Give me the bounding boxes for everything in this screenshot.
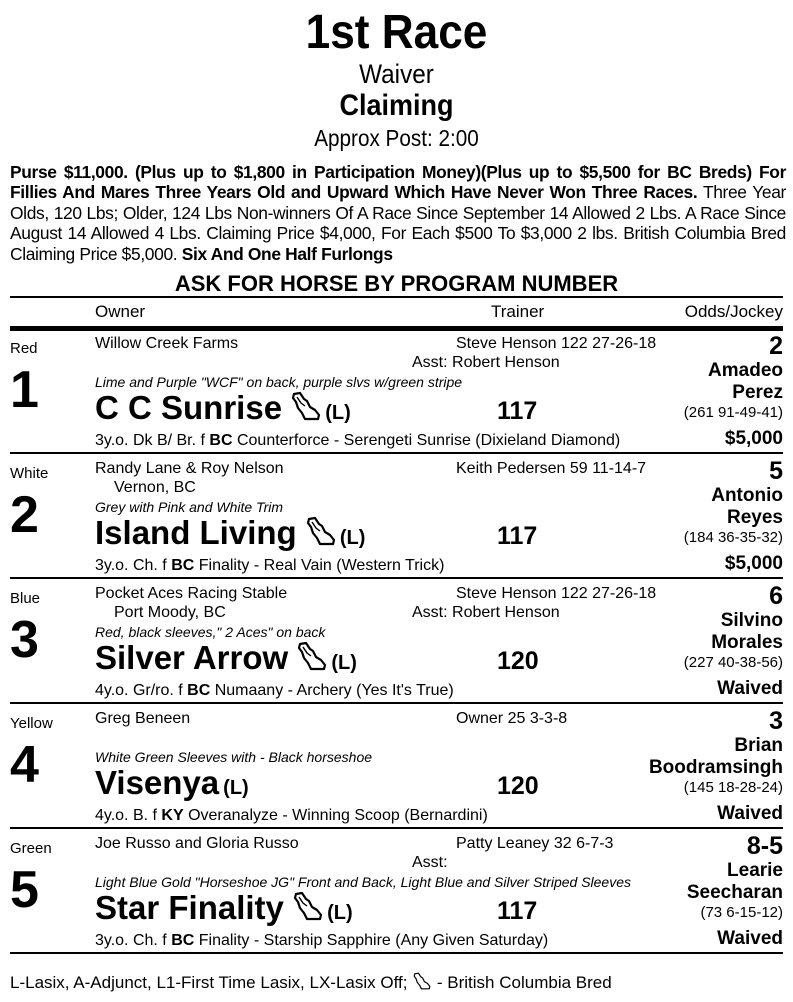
breeding-line xyxy=(95,431,620,450)
race-entry xyxy=(10,580,783,704)
jockey-last-name: Reyes xyxy=(727,507,783,528)
bc-bred-icon xyxy=(291,390,321,420)
trainer-info: Steve Henson 122 27-26-18 xyxy=(456,585,657,602)
breed-state: BC xyxy=(209,432,233,449)
age-sex: 3y.o. Ch. f xyxy=(95,557,172,574)
breed-state: BC xyxy=(187,682,211,699)
ask-banner: ASK FOR HORSE BY PROGRAM NUMBER xyxy=(174,271,619,296)
claiming-price: Waived xyxy=(717,803,783,824)
age-sex: 4y.o. Gr/ro. f xyxy=(95,682,188,699)
race-entry xyxy=(10,830,783,954)
race-subtype: Waiver xyxy=(359,59,434,89)
race-entry xyxy=(10,330,783,454)
race-title: 1st Race xyxy=(305,6,488,59)
pedigree: Finality - Starship Sapphire (Any Given Saturday) xyxy=(194,932,549,949)
horse-name-line xyxy=(95,763,249,808)
saddle-cloth-color: Green xyxy=(10,840,52,857)
claiming-price: Waived xyxy=(717,678,783,699)
horse-name: Visenya xyxy=(95,764,220,801)
jockey-first-name: Brian xyxy=(734,735,783,756)
age-sex: 3y.o. Ch. f xyxy=(95,932,172,949)
jockey-stats: (73 6-15-12) xyxy=(700,904,783,921)
divider xyxy=(10,296,783,298)
bc-bred-icon xyxy=(306,515,336,545)
medication-code: (L) xyxy=(339,527,366,549)
breeding-line xyxy=(95,556,444,575)
horse-name: C C Sunrise xyxy=(95,389,283,426)
owner-name: Joe Russo and Gloria Russo xyxy=(95,835,299,852)
odds-jockey xyxy=(613,707,783,797)
jockey-last-name: Boodramsingh xyxy=(648,757,783,778)
horse-name-line xyxy=(95,388,351,433)
morning-line-odds: 3 xyxy=(769,707,783,735)
race-type: Claiming xyxy=(339,89,454,122)
program-number: 4 xyxy=(10,736,39,794)
jockey-first-name: Antonio xyxy=(711,485,783,506)
entry-divider xyxy=(10,827,783,829)
legend-text: L-Lasix, A-Adjunct, L1-First Time Lasix, LX-Lasix Off; xyxy=(10,973,413,992)
jockey-first-name: Learie xyxy=(727,860,783,881)
weight: 120 xyxy=(497,647,539,675)
horse-name: Silver Arrow xyxy=(95,639,289,676)
jockey-last-name: Morales xyxy=(711,632,783,653)
breeding-line xyxy=(95,931,548,950)
breed-state: KY xyxy=(161,807,184,824)
conditions-text: Three Year Olds, 120 Lbs; Older, 124 Lbs Non-winners Of A Race Since September 14 Allowed 2 Lbs. A Race Since August 14 Allowed 4 Lbs. Claiming Price $4,000, For Each $500 To $3,000 2 lbs. British Columbia Bred Claiming Price $5,000. xyxy=(10,182,786,264)
conditions-bold: Purse $11,000. (Plus up to $1,800 in Participation Money)(Plus up to $5,500 for BC Breds) For Fillies And Mares Three Years Old and Upward Which Have Never Won Three Races. xyxy=(10,162,786,203)
breed-state: BC xyxy=(171,557,195,574)
bc-bred-icon xyxy=(297,640,327,670)
program-number: 1 xyxy=(10,361,39,419)
morning-line-odds: 8-5 xyxy=(746,832,783,860)
assistant-trainer: Asst: xyxy=(412,854,448,871)
claiming-price: $5,000 xyxy=(724,553,783,574)
age-sex: 4y.o. B. f xyxy=(95,807,162,824)
morning-line-odds: 5 xyxy=(769,457,783,485)
horse-name-line xyxy=(95,513,365,558)
program-number: 3 xyxy=(10,611,39,669)
jockey-first-name: Amadeo xyxy=(708,360,783,381)
trainer-column-header: Trainer xyxy=(491,302,545,321)
owner-location: Vernon, BC xyxy=(114,479,196,496)
weight: 120 xyxy=(497,772,539,800)
claiming-price: Waived xyxy=(717,928,783,949)
owner-name: Pocket Aces Racing Stable xyxy=(95,585,288,602)
assistant-trainer: Asst: Robert Henson xyxy=(412,354,560,371)
bc-map-icon xyxy=(412,972,432,990)
race-conditions xyxy=(10,162,786,264)
odds-jockey xyxy=(613,457,783,547)
jockey-stats: (261 91-49-41) xyxy=(683,404,783,421)
horse-name-line xyxy=(95,638,357,683)
entry-divider xyxy=(10,577,783,579)
entry-divider xyxy=(10,952,783,954)
program-number: 2 xyxy=(10,486,39,544)
entry-divider xyxy=(10,452,783,454)
assistant-trainer: Asst: Robert Henson xyxy=(412,604,560,621)
trainer-info: Owner 25 3-3-8 xyxy=(456,710,568,727)
odds-jockey-column-header: Odds/Jockey xyxy=(684,302,783,321)
pedigree: Numaany - Archery (Yes It's True) xyxy=(210,682,454,699)
silks-description: Light Blue Gold "Horseshoe JG" Front and Back, Light Blue and Silver Striped Sleeves xyxy=(95,874,632,890)
race-entry xyxy=(10,455,783,579)
race-distance: Six And One Half Furlongs xyxy=(181,243,393,264)
jockey-stats: (227 40-38-56) xyxy=(683,654,783,671)
morning-line-odds: 6 xyxy=(769,582,783,610)
horse-name-line xyxy=(95,888,353,933)
medication-code: (L) xyxy=(327,902,353,924)
weight: 117 xyxy=(497,897,538,925)
weight: 117 xyxy=(497,397,538,425)
saddle-cloth-color: Blue xyxy=(10,590,41,607)
jockey-last-name: Seecharan xyxy=(686,882,783,903)
horse-name: Star Finality xyxy=(95,889,284,926)
morning-line-odds: 2 xyxy=(769,332,783,360)
horse-name: Island Living xyxy=(95,514,297,551)
trainer-info: Patty Leaney 32 6-7-3 xyxy=(456,835,614,852)
race-header xyxy=(0,0,793,152)
medication-code: (L) xyxy=(223,777,249,799)
weight: 117 xyxy=(497,522,538,550)
bc-bred-icon xyxy=(293,890,323,920)
breeding-line xyxy=(95,681,454,700)
race-entry xyxy=(10,705,783,829)
footer-legend xyxy=(10,972,612,994)
silks-description: Red, black sleeves," 2 Aces" on back xyxy=(95,624,326,640)
owner-column-header: Owner xyxy=(95,302,146,321)
breed-state: BC xyxy=(171,932,195,949)
silks-description: Lime and Purple "WCF" on back, purple slvs w/green stripe xyxy=(95,374,463,390)
post-time: Approx Post: 2:00 xyxy=(314,125,479,151)
owner-name: Willow Creek Farms xyxy=(95,335,239,352)
age-sex: 3y.o. Dk B/ Br. f xyxy=(95,432,210,449)
odds-jockey xyxy=(613,332,783,422)
bc-legend-text: - British Columbia Bred xyxy=(432,973,612,992)
pedigree: Overanalyze - Winning Scoop (Bernardini) xyxy=(183,807,488,824)
jockey-first-name: Silvino xyxy=(720,610,783,631)
silks-description: White Green Sleeves with - Black horseshoe xyxy=(95,749,373,765)
jockey-stats: (184 36-35-32) xyxy=(683,529,783,546)
breeding-line xyxy=(95,806,488,825)
medication-code: (L) xyxy=(325,402,351,424)
pedigree: Counterforce - Serengeti Sunrise (Dixieland Diamond) xyxy=(232,432,621,449)
jockey-last-name: Perez xyxy=(732,382,783,403)
entry-divider xyxy=(10,702,783,704)
claiming-price: $5,000 xyxy=(724,428,783,449)
odds-jockey xyxy=(613,832,783,922)
trainer-info: Steve Henson 122 27-26-18 xyxy=(456,335,657,352)
owner-name: Randy Lane & Roy Nelson xyxy=(95,460,284,477)
pedigree: Finality - Real Vain (Western Trick) xyxy=(194,557,445,574)
trainer-info: Keith Pedersen 59 11-14-7 xyxy=(456,460,647,477)
owner-name: Greg Beneen xyxy=(95,710,191,727)
saddle-cloth-color: White xyxy=(10,465,49,482)
saddle-cloth-color: Yellow xyxy=(10,715,53,732)
silks-description: Grey with Pink and White Trim xyxy=(95,499,284,515)
saddle-cloth-color: Red xyxy=(10,340,38,357)
medication-code: (L) xyxy=(331,652,357,674)
owner-location: Port Moody, BC xyxy=(114,604,226,621)
odds-jockey xyxy=(613,582,783,672)
program-number: 5 xyxy=(10,861,39,919)
jockey-stats: (145 18-28-24) xyxy=(683,779,783,796)
